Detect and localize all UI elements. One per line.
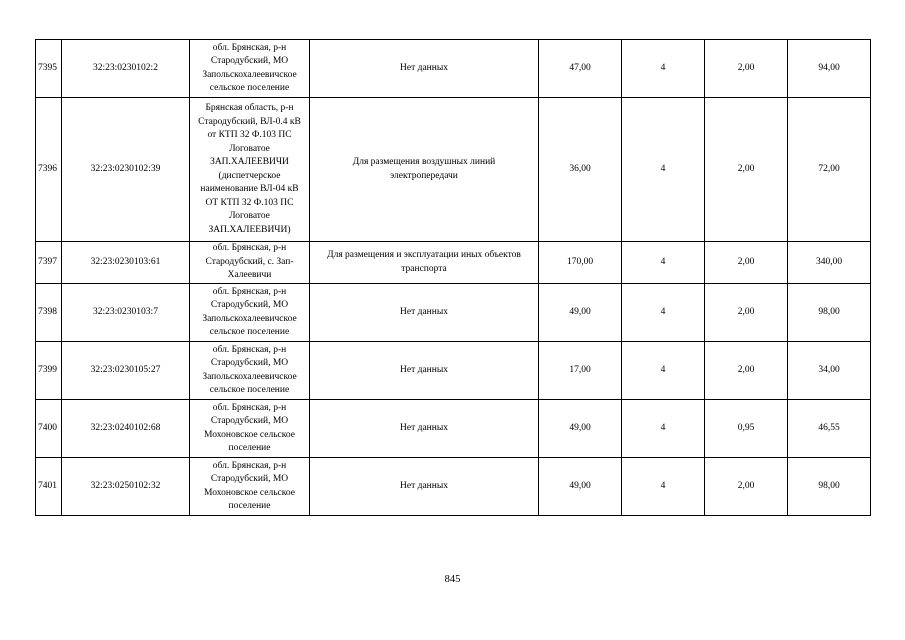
rate-cell: 0,95 <box>705 400 788 458</box>
page-number: 845 <box>444 574 461 585</box>
area-cell: 36,00 <box>539 98 622 242</box>
area-cell: 49,00 <box>539 284 622 342</box>
row-number-cell: 7398 <box>36 284 62 342</box>
coefficient-cell: 4 <box>622 284 705 342</box>
cadastral-number-cell: 32:23:0240102:68 <box>62 400 190 458</box>
row-number-cell: 7399 <box>36 342 62 400</box>
total-cell: 340,00 <box>788 242 871 284</box>
row-number-cell: 7396 <box>36 98 62 242</box>
address-cell: обл. Брянская, р-н Стародубский, с. Зап- Халеевичи <box>190 242 310 284</box>
area-cell: 49,00 <box>539 458 622 516</box>
permitted-use-cell: Нет данных <box>310 40 539 98</box>
cadastral-number-cell: 32:23:0230103:61 <box>62 242 190 284</box>
permitted-use-cell: Нет данных <box>310 400 539 458</box>
row-number-cell: 7401 <box>36 458 62 516</box>
cadastral-number-cell: 32:23:0230102:2 <box>62 40 190 98</box>
rate-cell: 2,00 <box>705 98 788 242</box>
land-plots-table <box>35 39 871 516</box>
address-cell: обл. Брянская, р-н Стародубский, МО Запольскохалеевичское сельское поселение <box>190 342 310 400</box>
address-cell: Брянская область, р-н Стародубский, ВЛ-0.4 кВ от КТП 32 Ф.103 ПС Логоватое ЗАП.ХАЛЕЕВИЧИ (диспетчерское наименование ВЛ-04 кВ ОТ КТП 32 Ф.103 ПС Логоватое ЗАП.ХАЛЕЕВИЧИ) <box>190 98 310 242</box>
area-cell: 49,00 <box>539 400 622 458</box>
permitted-use-cell: Для размещения воздушных линий электропередачи <box>310 98 539 242</box>
area-cell: 170,00 <box>539 242 622 284</box>
address-cell: обл. Брянская, р-н Стародубский, МО Запольскохалеевичское сельское поселение <box>190 40 310 98</box>
rate-cell: 2,00 <box>705 284 788 342</box>
rate-cell: 2,00 <box>705 458 788 516</box>
total-cell: 94,00 <box>788 40 871 98</box>
table-body <box>36 40 871 516</box>
table-row <box>36 98 871 242</box>
table-row <box>36 400 871 458</box>
coefficient-cell: 4 <box>622 40 705 98</box>
cadastral-number-cell: 32:23:0230102:39 <box>62 98 190 242</box>
rate-cell: 2,00 <box>705 40 788 98</box>
permitted-use-cell: Нет данных <box>310 458 539 516</box>
total-cell: 72,00 <box>788 98 871 242</box>
permitted-use-cell: Нет данных <box>310 342 539 400</box>
table-row <box>36 242 871 284</box>
permitted-use-cell: Для размещения и эксплуатации иных объектов транспорта <box>310 242 539 284</box>
permitted-use-cell: Нет данных <box>310 284 539 342</box>
address-cell: обл. Брянская, р-н Стародубский, МО Мохоновское сельское поселение <box>190 400 310 458</box>
total-cell: 98,00 <box>788 284 871 342</box>
coefficient-cell: 4 <box>622 458 705 516</box>
area-cell: 17,00 <box>539 342 622 400</box>
total-cell: 34,00 <box>788 342 871 400</box>
address-cell: обл. Брянская, р-н Стародубский, МО Запольскохалеевичское сельское поселение <box>190 284 310 342</box>
cadastral-number-cell: 32:23:0230105:27 <box>62 342 190 400</box>
table-row <box>36 40 871 98</box>
cadastral-number-cell: 32:23:0230103:7 <box>62 284 190 342</box>
table-row <box>36 458 871 516</box>
row-number-cell: 7395 <box>36 40 62 98</box>
row-number-cell: 7400 <box>36 400 62 458</box>
rate-cell: 2,00 <box>705 342 788 400</box>
table-row <box>36 284 871 342</box>
coefficient-cell: 4 <box>622 400 705 458</box>
cadastral-number-cell: 32:23:0250102:32 <box>62 458 190 516</box>
address-cell: обл. Брянская, р-н Стародубский, МО Мохоновское сельское поселение <box>190 458 310 516</box>
coefficient-cell: 4 <box>622 98 705 242</box>
coefficient-cell: 4 <box>622 342 705 400</box>
rate-cell: 2,00 <box>705 242 788 284</box>
area-cell: 47,00 <box>539 40 622 98</box>
total-cell: 98,00 <box>788 458 871 516</box>
row-number-cell: 7397 <box>36 242 62 284</box>
coefficient-cell: 4 <box>622 242 705 284</box>
total-cell: 46,55 <box>788 400 871 458</box>
table-row <box>36 342 871 400</box>
